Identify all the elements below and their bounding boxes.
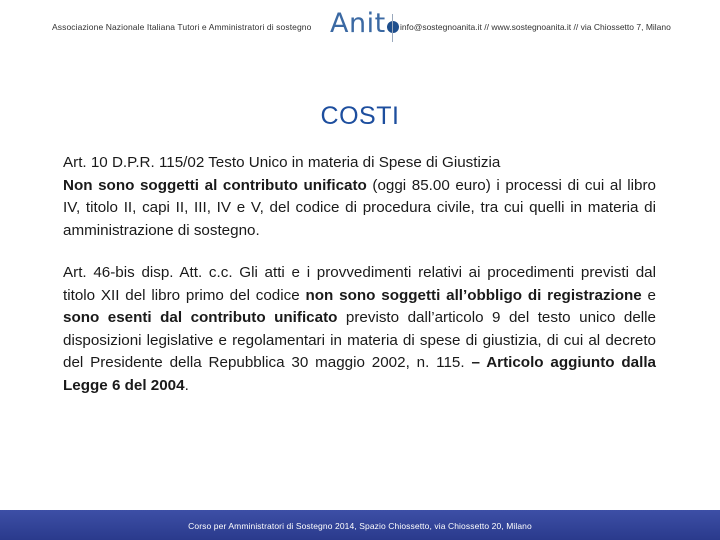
- header: [0, 0, 720, 58]
- bold-text-run: Non sono soggetti al contributo unificato: [63, 176, 367, 194]
- text-run: Art. 10 D.P.R. 115/02 Testo Unico in materia di Spese di Giustizia: [63, 154, 501, 171]
- logo-divider: [392, 14, 393, 42]
- slide-title: COSTI: [320, 102, 400, 130]
- text-run: previsto dall’articolo 9 del testo unico delle disposizioni legislative e regolamentari in materia di spese di giustizia, di cui al decreto del Presidente della Repubblica 30 maggio 2002, n. 115.: [63, 309, 656, 371]
- logo-text: Anit: [330, 8, 386, 39]
- paragraph: [63, 262, 656, 397]
- bold-text-run: sono esenti dal contributo unificato: [63, 309, 338, 326]
- anita-logo: [330, 8, 399, 39]
- contact-info: info@sostegnoanita.it // www.sostegnoanita.it // via Chiossetto 7, Milano: [400, 22, 671, 32]
- footer-text: Corso per Amministratori di Sostegno 2014, Spazio Chiossetto, via Chiossetto 20, Milano: [188, 521, 532, 531]
- bold-text-run: non sono soggetti all’obbligo di registrazione: [305, 286, 642, 304]
- text-run: .: [184, 376, 189, 394]
- text-run: e: [641, 286, 656, 304]
- text-run: Art. 46-bis disp. Att. c.c. Gli atti e i provvedimenti relativi ai procedimenti previsti dal titolo XII del libro primo del codice: [63, 264, 656, 304]
- paragraph: [63, 152, 656, 242]
- text-run: (oggi 85.00 euro) i processi di cui al libro IV, titolo II, capi II, III, IV e V, del codice di procedura civile, tra cui quelli in materia di amministrazione di sostegno.: [63, 176, 656, 239]
- footer-bar: [0, 510, 720, 540]
- slide-body: [63, 152, 656, 397]
- bold-text-run: – Articolo aggiunto dalla Legge 6 del 2004: [63, 354, 656, 394]
- association-name: Associazione Nazionale Italiana Tutori e Amministratori di sostegno: [52, 22, 312, 32]
